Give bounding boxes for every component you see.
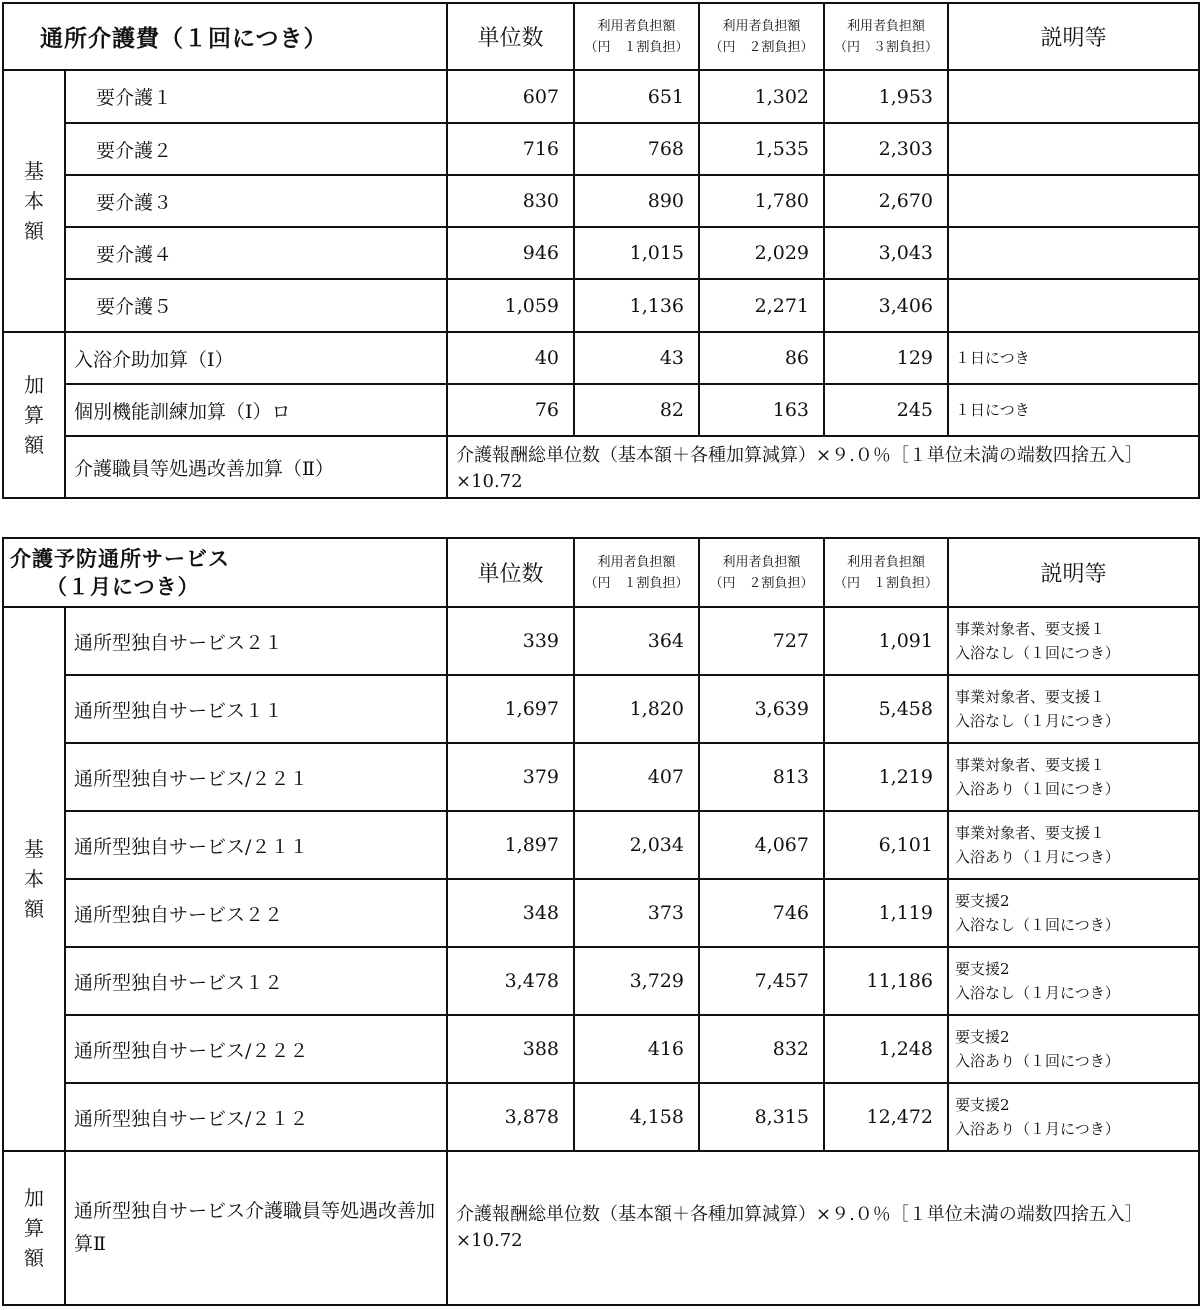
units-value: 339: [447, 607, 574, 675]
treatment-improvement-name: 通所型独自サービス介護職員等処遇改善加算Ⅱ: [65, 1151, 447, 1305]
units-value: 3,478: [447, 947, 574, 1015]
burden-2-value: 813: [699, 743, 824, 811]
table-row: [3, 175, 1199, 227]
service-name: 通所型独自サービス２２: [65, 879, 447, 947]
burden-3-value: 1,219: [824, 743, 948, 811]
base-amount-label: 基 本 額: [3, 70, 65, 332]
addition-name: 入浴介助加算（Ⅰ）: [65, 332, 447, 384]
units-value: 1,897: [447, 811, 574, 879]
burden-2-header: 利用者負担額 （円 ２割負担）: [699, 3, 824, 70]
preventive-fee-table: [2, 537, 1200, 1306]
description-cell: 事業対象者、要支援１ 入浴なし（１月につき）: [948, 675, 1199, 743]
treatment-formula: 介護報酬総単位数（基本額＋各種加算減算）×９.０％［１単位未満の端数四捨五入］×10.72: [447, 1151, 1199, 1305]
care-level-name: 要介護２: [65, 123, 447, 175]
description-cell: [948, 279, 1199, 332]
burden-1-value: 373: [574, 879, 699, 947]
burden-1-header: 利用者負担額 （円 １割負担）: [574, 3, 699, 70]
burden-3-value: 1,953: [824, 70, 948, 123]
burden-2-value: 86: [699, 332, 824, 384]
description-cell: [948, 123, 1199, 175]
description-cell: 事業対象者、要支援１ 入浴あり（１月につき）: [948, 811, 1199, 879]
service-name: 通所型独自サービス/２１２: [65, 1083, 447, 1151]
burden-2-value: 163: [699, 384, 824, 436]
burden-3-value: 245: [824, 384, 948, 436]
table-row: [3, 743, 1199, 811]
table-row: [3, 811, 1199, 879]
description-cell: [948, 227, 1199, 279]
service-name: 通所型独自サービス１２: [65, 947, 447, 1015]
burden-1-value: 364: [574, 607, 699, 675]
burden-2-value: 7,457: [699, 947, 824, 1015]
burden-3-header: 利用者負担額 （円 ３割負担）: [824, 3, 948, 70]
units-value: 946: [447, 227, 574, 279]
burden-3-value: 1,248: [824, 1015, 948, 1083]
care-fee-table: [2, 2, 1200, 499]
care-level-name: 要介護５: [65, 279, 447, 332]
treatment-improvement-name: 介護職員等処遇改善加算（Ⅱ）: [65, 436, 447, 498]
table-row: [3, 675, 1199, 743]
table-row: [3, 123, 1199, 175]
burden-1-value: 82: [574, 384, 699, 436]
table-row: [3, 947, 1199, 1015]
care-level-name: 要介護３: [65, 175, 447, 227]
units-value: 40: [447, 332, 574, 384]
burden-3-value: 1,119: [824, 879, 948, 947]
burden-1-header: 利用者負担額 （円 １割負担）: [574, 538, 699, 607]
units-value: 830: [447, 175, 574, 227]
service-name: 通所型独自サービス/２１１: [65, 811, 447, 879]
service-name: 通所型独自サービス１１: [65, 675, 447, 743]
table-row: [3, 879, 1199, 947]
burden-1-value: 43: [574, 332, 699, 384]
burden-1-value: 890: [574, 175, 699, 227]
table-title: 通所介護費（１回につき）: [3, 3, 447, 70]
burden-1-value: 651: [574, 70, 699, 123]
units-header: 単位数: [447, 3, 574, 70]
units-value: 1,059: [447, 279, 574, 332]
table-row: [3, 1151, 1199, 1305]
base-amount-label: 基 本 額: [3, 607, 65, 1151]
units-value: 716: [447, 123, 574, 175]
description-cell: 事業対象者、要支援１ 入浴なし（１回につき）: [948, 607, 1199, 675]
burden-1-value: 3,729: [574, 947, 699, 1015]
burden-3-value: 2,303: [824, 123, 948, 175]
table-row: [3, 279, 1199, 332]
header-row: [3, 3, 1199, 70]
burden-2-value: 4,067: [699, 811, 824, 879]
burden-2-value: 2,271: [699, 279, 824, 332]
burden-2-value: 1,780: [699, 175, 824, 227]
description-cell: 要支援2 入浴あり（１回につき）: [948, 1015, 1199, 1083]
units-header: 単位数: [447, 538, 574, 607]
description-cell: 事業対象者、要支援１ 入浴あり（１回につき）: [948, 743, 1199, 811]
burden-2-value: 1,302: [699, 70, 824, 123]
table-row: [3, 332, 1199, 384]
burden-2-value: 2,029: [699, 227, 824, 279]
description-cell: 要支援2 入浴なし（１月につき）: [948, 947, 1199, 1015]
burden-3-value: 3,406: [824, 279, 948, 332]
service-name: 通所型独自サービス/２２１: [65, 743, 447, 811]
description-cell: 要支援2 入浴あり（１月につき）: [948, 1083, 1199, 1151]
header-row: [3, 538, 1199, 607]
units-value: 348: [447, 879, 574, 947]
units-value: 76: [447, 384, 574, 436]
burden-3-value: 12,472: [824, 1083, 948, 1151]
care-level-name: 要介護４: [65, 227, 447, 279]
table-title: 介護予防通所サービス （１月につき）: [3, 538, 447, 607]
units-value: 388: [447, 1015, 574, 1083]
burden-2-value: 727: [699, 607, 824, 675]
burden-1-value: 416: [574, 1015, 699, 1083]
table-row: [3, 436, 1199, 498]
burden-1-value: 1,136: [574, 279, 699, 332]
burden-2-header: 利用者負担額 （円 ２割負担）: [699, 538, 824, 607]
burden-1-value: 1,015: [574, 227, 699, 279]
table-row: [3, 1083, 1199, 1151]
table-row: [3, 1015, 1199, 1083]
description-cell: 要支援2 入浴なし（１回につき）: [948, 879, 1199, 947]
addition-amount-label: 加 算 額: [3, 1151, 65, 1305]
care-level-name: 要介護１: [65, 70, 447, 123]
description-cell: [948, 70, 1199, 123]
burden-3-value: 6,101: [824, 811, 948, 879]
table-row: [3, 70, 1199, 123]
burden-2-value: 8,315: [699, 1083, 824, 1151]
burden-1-value: 2,034: [574, 811, 699, 879]
burden-2-value: 832: [699, 1015, 824, 1083]
burden-1-value: 4,158: [574, 1083, 699, 1151]
units-value: 379: [447, 743, 574, 811]
burden-3-value: 3,043: [824, 227, 948, 279]
description-header: 説明等: [948, 3, 1199, 70]
treatment-formula: 介護報酬総単位数（基本額＋各種加算減算）×９.０％［１単位未満の端数四捨五入］×10.72: [447, 436, 1199, 498]
burden-2-value: 3,639: [699, 675, 824, 743]
table-row: [3, 227, 1199, 279]
burden-3-header: 利用者負担額 （円 １割負担）: [824, 538, 948, 607]
table-row: [3, 607, 1199, 675]
addition-name: 個別機能訓練加算（Ⅰ）ロ: [65, 384, 447, 436]
addition-amount-label: 加 算 額: [3, 332, 65, 498]
units-value: 1,697: [447, 675, 574, 743]
burden-1-value: 407: [574, 743, 699, 811]
burden-3-value: 11,186: [824, 947, 948, 1015]
description-cell: [948, 175, 1199, 227]
burden-3-value: 1,091: [824, 607, 948, 675]
burden-1-value: 768: [574, 123, 699, 175]
service-name: 通所型独自サービス２１: [65, 607, 447, 675]
burden-2-value: 746: [699, 879, 824, 947]
units-value: 607: [447, 70, 574, 123]
units-value: 3,878: [447, 1083, 574, 1151]
burden-3-value: 5,458: [824, 675, 948, 743]
service-name: 通所型独自サービス/２２２: [65, 1015, 447, 1083]
description-cell: １日につき: [948, 384, 1199, 436]
description-header: 説明等: [948, 538, 1199, 607]
burden-1-value: 1,820: [574, 675, 699, 743]
burden-3-value: 129: [824, 332, 948, 384]
burden-2-value: 1,535: [699, 123, 824, 175]
description-cell: １日につき: [948, 332, 1199, 384]
burden-3-value: 2,670: [824, 175, 948, 227]
table-row: [3, 384, 1199, 436]
